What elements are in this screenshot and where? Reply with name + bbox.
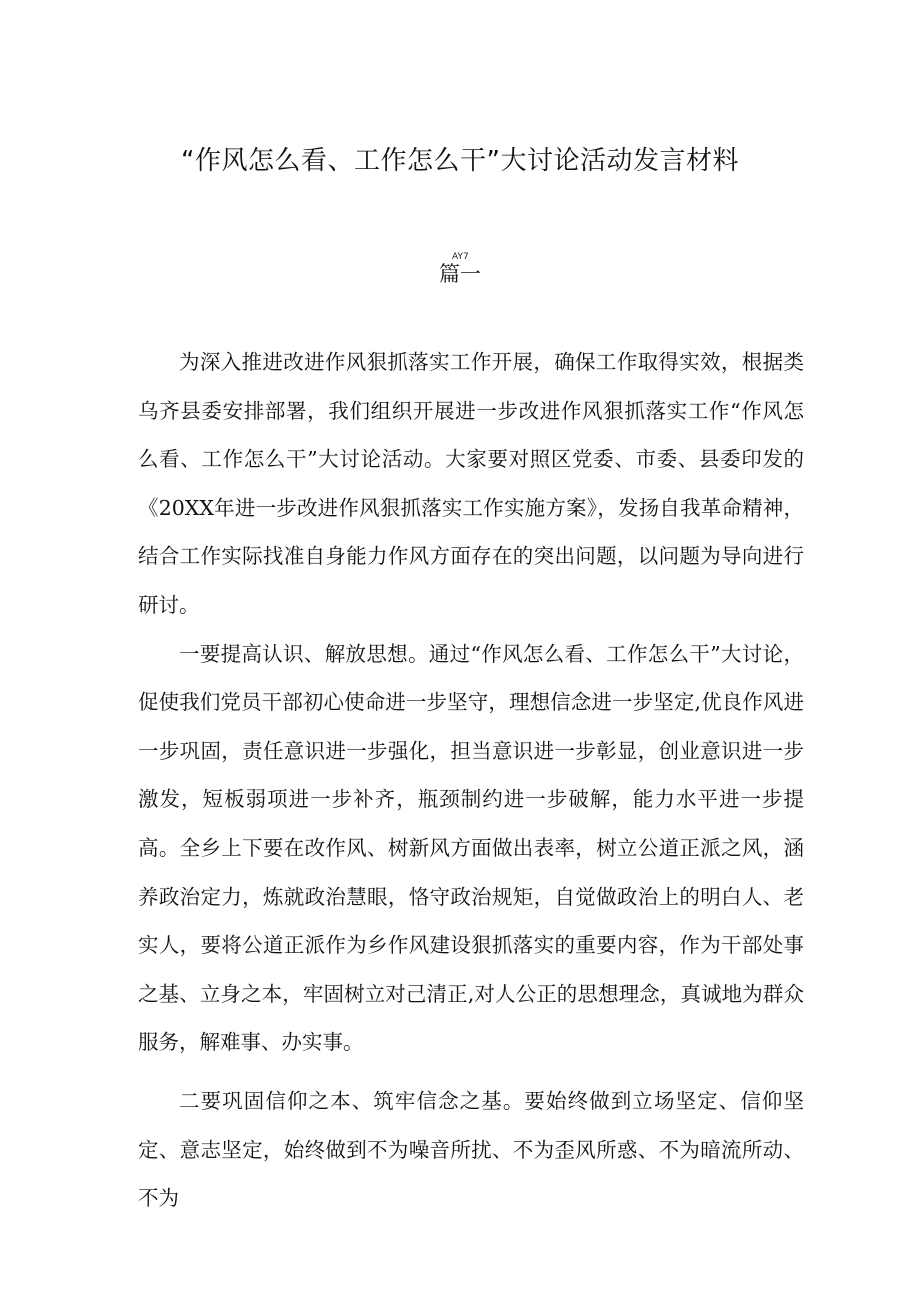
paragraph-point-one: 一要提高认识、解放思想。通过“作风怎么看、工作怎么干”大讨论，促使我们党员干部初心使命进一步坚守，理想信念进一步坚定,优良作风进一步巩固，责任意识进一步强化，担当意识进一步彰显，创业意识进一步激发，短板弱项进一步补齐，瓶颈制约进一步破解，能力水平进一步提高。全乡上下要在改作风、树新风方面做出表率，树立公道正派之风，涵养政治定力，炼就政治慧眼，恪守政治规矩，自觉做政治上的明白人、老实人，要将公道正派作为乡作风建设狠抓落实的重要内容，作为干部处事之基、立身之本，牢固树立对己清正,对人公正的思想理念，真诚地为群众服务，解难事、办实事。 [138, 641, 804, 1055]
section-stamp-mark: AY7 [452, 252, 469, 262]
paragraph-point-two: 二要巩固信仰之本、筑牢信念之基。要始终做到立场坚定、信仰坚定、意志坚定，始终做到不为噪音所扰、不为歪风所惑、不为暗流所动、不为 [138, 1088, 804, 1211]
section-heading: 篇一 [439, 262, 481, 286]
document-title: “作风怎么看、工作怎么干”大讨论活动发言材料 [181, 146, 739, 176]
paragraph-intro: 为深入推进改进作风狠抓落实工作开展，确保工作取得实效，根据类乌齐县委安排部署，我们组织开展进一步改进作风狠抓落实工作“作风怎么看、工作怎么干”大讨论活动。大家要对照区党委、市委、县委印发的《20XX年进一步改进作风狠抓落实工作实施方案》，发扬自我革命精神，结合工作实际找准自身能力作风方面存在的突出问题，以问题为导向进行研讨。 [138, 350, 804, 617]
document-body [138, 338, 804, 1223]
